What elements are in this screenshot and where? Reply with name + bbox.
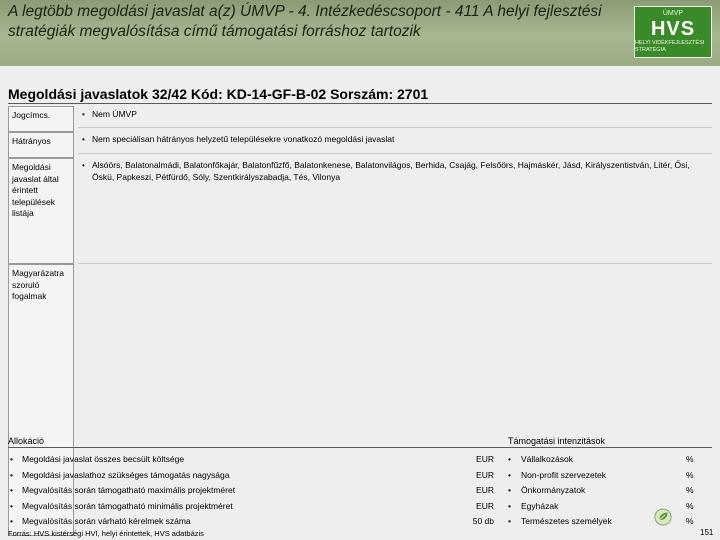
label-fogalmak: Magyarázatra szoruló fogalmak	[8, 264, 74, 536]
allocation-item: Megvalósítás során támogatható maximális projektméret	[22, 485, 236, 495]
page-header-title: A legtöbb megoldási javaslat a(z) ÚMVP - 4. Intézkedéscsoport - 411 A helyi fejlesztési stratégiák megvalósítása című támogatási forráshoz tartozik	[8, 3, 602, 40]
title-divider	[8, 103, 712, 104]
list-bullet: •	[10, 470, 13, 480]
list-bullet: •	[508, 516, 511, 526]
row-labels-column	[8, 106, 74, 436]
intensity-unit: %	[686, 501, 694, 511]
allocation-unit: EUR	[476, 454, 494, 464]
logo-main-text: HVS	[650, 18, 696, 40]
allocation-unit: EUR	[476, 470, 494, 480]
row-divider	[78, 263, 712, 264]
allocation-unit: EUR	[476, 485, 494, 495]
intensity-item: Természetes személyek	[521, 516, 612, 526]
intensity-unit: %	[686, 516, 694, 526]
intensity-item: Önkormányzatok	[521, 485, 586, 495]
row-value-telepulesek: Alsóörs, Balatonalmádi, Balatonfőkajár, Balatonfűzfő, Balatonkenese, Balatonvilágos, Berhida, Csajág, Felsőörs, Hajmáskér, Jásd, Királyszentistván, Litér, Ősi, Öskü, Papkeszi, Pétfürdő, Sóly, Szentkirályszabadja, Tés, Vilonya	[92, 160, 690, 182]
header-banner	[0, 0, 720, 66]
intensity-label: Támogatási intenzitások	[508, 436, 606, 446]
hvs-logo	[634, 6, 712, 58]
row-divider	[78, 127, 712, 128]
row-value-hatranyos: Nem speciálisan hátrányos helyzetű településekre vonatkozó megoldási javaslat	[92, 134, 395, 144]
page-number: 151	[700, 528, 714, 537]
allocation-item: Megvalósítás során várható kérelmek száma	[22, 516, 191, 526]
row-divider	[78, 153, 712, 154]
logo-sub-text: HELYI VIDÉKFEJLESZTÉSI STRATÉGIA	[635, 40, 705, 53]
list-bullet: •	[10, 485, 13, 495]
logo-small-text: ÚMVP	[662, 10, 684, 17]
label-telepulesek: Megoldási javaslat által érintett települések listája	[8, 158, 74, 264]
row-bullet: •	[82, 161, 85, 170]
list-bullet: •	[508, 470, 511, 480]
allocation-unit: 50 db	[472, 516, 494, 526]
allocation-item: Megvalósítás során támogatható minimális projektméret	[22, 501, 233, 511]
list-bullet: •	[10, 516, 13, 526]
row-bullet: •	[82, 110, 85, 119]
label-hatranyos: Hátrányos	[8, 132, 74, 158]
allocation-item: Megoldási javaslat összes becsült költsége	[22, 454, 185, 464]
row-bullet: •	[82, 135, 85, 144]
intensity-unit: %	[686, 485, 694, 495]
list-bullet: •	[508, 454, 511, 464]
allocation-unit: EUR	[476, 501, 494, 511]
allocation-item: Megoldási javaslathoz szükséges támogatás nagysága	[22, 470, 230, 480]
allocation-label: Allokáció	[8, 436, 45, 446]
list-bullet: •	[508, 485, 511, 495]
leaf-icon	[654, 508, 672, 526]
list-bullet: •	[10, 454, 13, 464]
intensity-item: Egyházak	[521, 501, 559, 511]
intensity-unit: %	[686, 454, 694, 464]
list-bullet: •	[10, 501, 13, 511]
intensity-item: Vállalkozások	[521, 454, 573, 464]
row-value-jogcimcs: Nem ÚMVP	[92, 109, 137, 119]
intensity-unit: %	[686, 470, 694, 480]
section-title: Megoldási javaslatok 32/42 Kód: KD-14-GF-B-02 Sorszám: 2701	[8, 86, 429, 102]
list-bullet: •	[508, 501, 511, 511]
allocation-divider	[8, 447, 712, 448]
label-jogcimcs: Jogcímcs.	[8, 106, 74, 132]
intensity-item: Non-profit szervezetek	[521, 470, 607, 480]
source-note: Forrás: HVS kistérségi HVI, helyi érintettek, HVS adatbázis	[8, 529, 204, 538]
